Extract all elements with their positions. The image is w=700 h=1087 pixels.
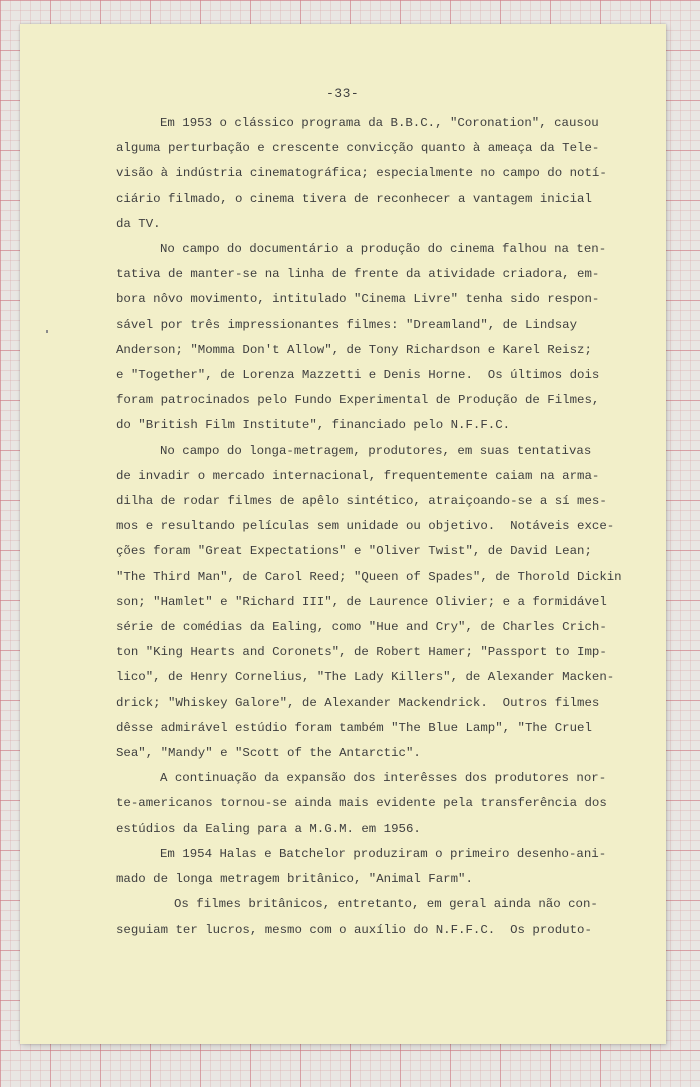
text-line: "The Third Man", de Carol Reed; "Queen of Spades", de Thorold Dickin bbox=[116, 569, 622, 584]
page-number: -33- bbox=[326, 86, 360, 101]
text-line: visão à indústria cinematográfica; especialmente no campo do notí- bbox=[116, 166, 607, 181]
text-line: Em 1953 o clássico programa da B.B.C., "Coronation", causou bbox=[160, 116, 599, 130]
text-line: bora nôvo movimento, intitulado "Cinema Livre" tenha sido respon- bbox=[116, 292, 600, 307]
text-line: mos e resultando películas sem unidade ou objetivo. Notáveis exce- bbox=[116, 519, 615, 534]
text-line: seguiam ter lucros, mesmo com o auxílio do N.F.F.C. Os produto- bbox=[116, 922, 592, 937]
punch-mark bbox=[46, 330, 48, 333]
text-line: sável por três impressionantes filmes: "Dreamland", de Lindsay bbox=[116, 317, 578, 332]
text-line: mado de longa metragem britânico, "Animal Farm". bbox=[116, 872, 473, 887]
text-line: da TV. bbox=[116, 216, 161, 231]
text-line: alguma perturbação e crescente convicção quanto à ameaça da Tele- bbox=[116, 141, 600, 156]
text-line: série de comédias da Ealing, como "Hue and Cry", de Charles Crich- bbox=[116, 620, 607, 635]
text-line: estúdios da Ealing para a M.G.M. em 1956. bbox=[116, 821, 421, 836]
text-line: dilha de rodar filmes de apêlo sintético, atraiçoando-se a sí mes- bbox=[116, 494, 607, 509]
text-line: te-americanos tornou-se ainda mais evidente pela transferência dos bbox=[116, 796, 607, 811]
text-line: No campo do documentário a produção do cinema falhou na ten- bbox=[160, 242, 607, 257]
text-line: Os filmes britânicos, entretanto, em geral ainda não con- bbox=[174, 897, 598, 912]
text-line: dêsse admirável estúdio foram também "The Blue Lamp", "The Cruel bbox=[116, 720, 592, 735]
text-line: ton "King Hearts and Coronets", de Robert Hamer; "Passport to Imp- bbox=[116, 645, 607, 660]
text-line: Sea", "Mandy" e "Scott of the Antarctic". bbox=[116, 746, 421, 761]
text-line: Em 1954 Halas e Batchelor produziram o primeiro desenho-ani- bbox=[160, 846, 607, 861]
text-line: drick; "Whiskey Galore", de Alexander Mackendrick. Outros filmes bbox=[116, 695, 600, 710]
text-line: Anderson; "Momma Don't Allow", de Tony Richardson e Karel Reisz; bbox=[116, 342, 592, 357]
text-line: lico", de Henry Cornelius, "The Lady Killers", de Alexander Macken- bbox=[116, 670, 615, 685]
text-line: son; "Hamlet" e "Richard III", de Laurence Olivier; e a formidável bbox=[116, 594, 607, 609]
text-line: e "Together", de Lorenza Mazzetti e Denis Horne. Os últimos dois bbox=[116, 368, 600, 383]
text-line: A continuação da expansão dos interêsses dos produtores nor- bbox=[160, 771, 607, 786]
text-line: No campo do longa-metragem, produtores, em suas tentativas bbox=[160, 443, 592, 458]
typewritten-page bbox=[20, 24, 666, 1044]
text-line: de invadir o mercado internacional, frequentemente caiam na arma- bbox=[116, 468, 600, 483]
text-line: ções foram "Great Expectations" e "Oliver Twist", de David Lean; bbox=[116, 544, 592, 559]
text-line: do "British Film Institute", financiado pelo N.F.F.C. bbox=[116, 418, 511, 433]
body-text bbox=[116, 111, 652, 943]
text-line: tativa de manter-se na linha de frente da atividade criadora, em- bbox=[116, 267, 600, 282]
text-line: foram patrocinados pelo Fundo Experimental de Produção de Filmes, bbox=[116, 393, 600, 408]
text-line: ciário filmado, o cinema tivera de reconhecer a vantagem inicial bbox=[116, 191, 592, 206]
